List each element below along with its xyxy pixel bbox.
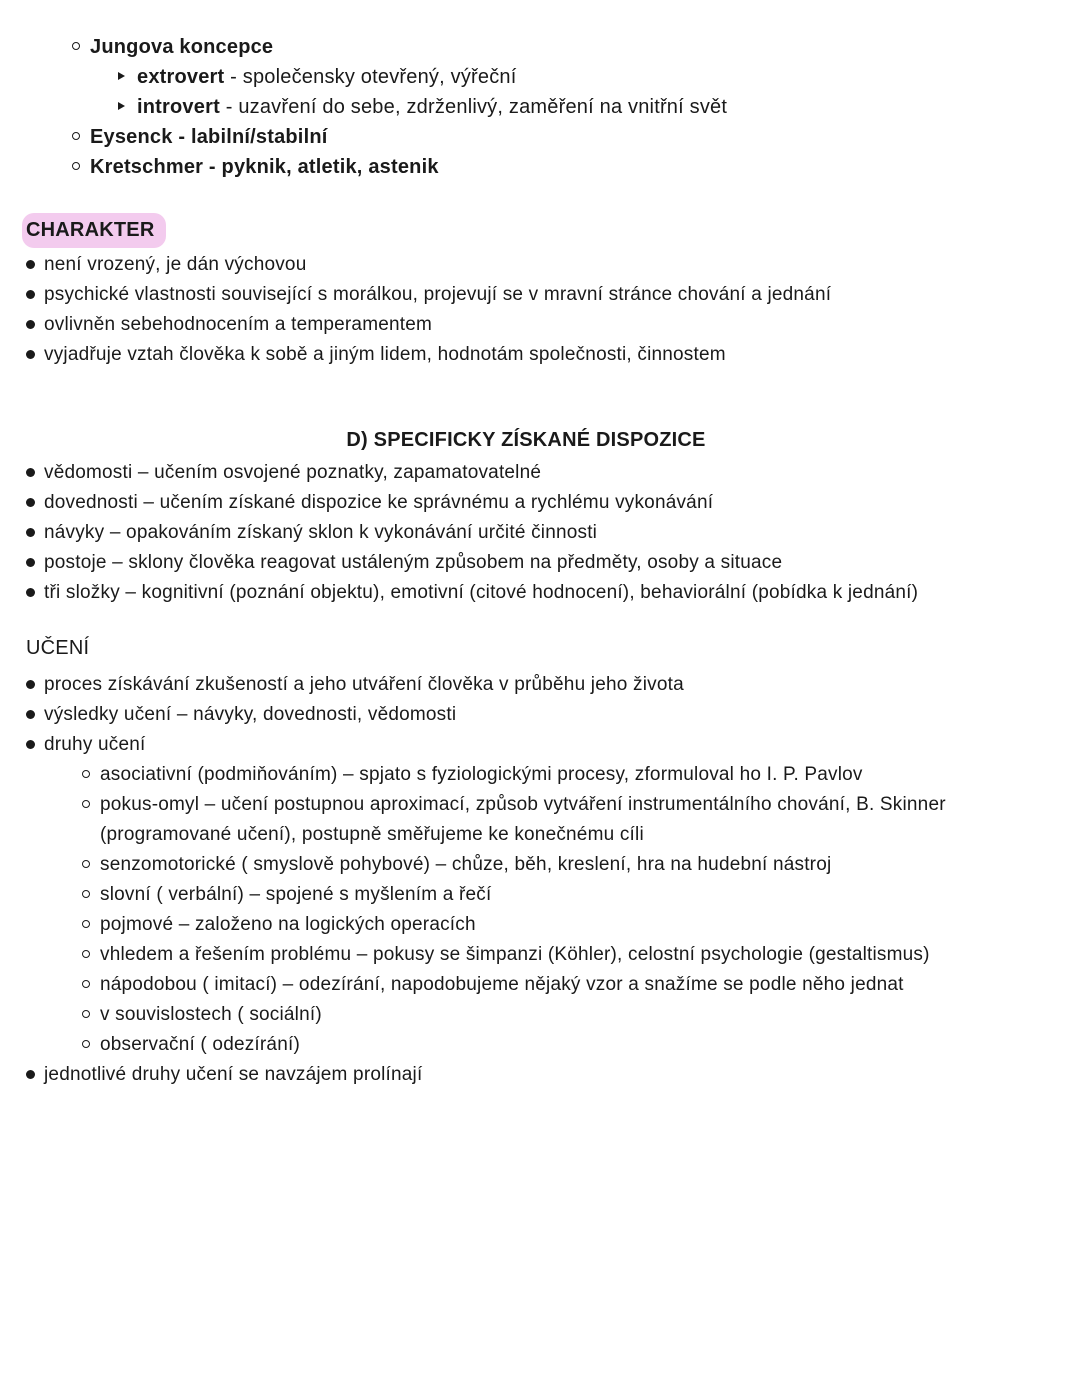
filled-bullet-icon [26, 260, 35, 269]
druhy-uceni-bullet: observační ( odezírání) [100, 1034, 300, 1055]
list-item [82, 790, 1054, 820]
charakter-bullet: není vrozený, je dán výchovou [44, 254, 307, 275]
list-item-continuation [100, 820, 1054, 850]
druhy-uceni-bullet: nápodobou ( imitací) – odezírání, napodobujeme nějaký vzor a snažíme se podle něho jednat [100, 974, 904, 995]
dispozice-section [26, 424, 1026, 608]
kretschmer-label: Kretschmer - pyknik, atletik, astenik [90, 156, 439, 178]
jung-concept-label: Jungova koncepce [90, 36, 274, 58]
list-item [72, 122, 1032, 152]
list-item [26, 1060, 1054, 1090]
dispozice-bullet: vědomosti – učením osvojené poznatky, zapamatovatelné [44, 462, 542, 483]
druhy-uceni-bullet: asociativní (podmiňováním) – spjato s fyziologickými procesy, zformuloval ho I. P. Pavlov [100, 764, 863, 785]
list-item [26, 310, 1054, 340]
list-item [72, 152, 1032, 182]
uceni-bullet: výsledky učení – návyky, dovednosti, vědomosti [44, 704, 457, 725]
list-item [26, 518, 1026, 548]
filled-bullet-icon [26, 320, 35, 329]
filled-bullet-icon [26, 740, 35, 749]
charakter-heading-highlighted: CHARAKTER [22, 213, 166, 248]
open-circle-bullet-icon [82, 950, 90, 958]
list-item [82, 940, 1054, 970]
filled-bullet-icon [26, 558, 35, 567]
introvert-definition [137, 92, 1032, 122]
open-circle-bullet-icon [82, 920, 90, 928]
druhy-uceni-bullet: v souvislostech ( sociální) [100, 1004, 322, 1025]
druhy-uceni-bullet: vhledem a řešením problému – pokusy se šimpanzi (Köhler), celostní psychologie (gestaltismus) [100, 944, 930, 965]
list-item [26, 670, 1054, 700]
open-circle-bullet-icon [82, 980, 90, 988]
list-item [26, 700, 1054, 730]
list-item [26, 548, 1026, 578]
dispozice-bullet: dovednosti – učením získané dispozice ke správnému a rychlému vykonávání [44, 492, 714, 513]
uceni-bullet: proces získávání zkušeností a jeho utváření člověka v průběhu jeho života [44, 674, 684, 695]
list-item [82, 880, 1054, 910]
term-description: - společensky otevřený, výřeční [230, 66, 517, 88]
triangle-bullet-icon [118, 102, 125, 110]
open-circle-bullet-icon [72, 162, 80, 170]
uceni-final-bullet: jednotlivé druhy učení se navzájem prolínají [44, 1064, 423, 1085]
open-circle-bullet-icon [82, 1040, 90, 1048]
charakter-section [26, 213, 1054, 370]
dispozice-bullet: tři složky – kognitivní (poznání objektu), emotivní (citové hodnocení), behaviorální (pobídka k jednání) [44, 582, 919, 603]
temperament-typologies-section [72, 32, 1032, 182]
filled-bullet-icon [26, 680, 35, 689]
druhy-uceni-bullet: pokus-omyl – učení postupnou aproximací, způsob vytváření instrumentálního chování, B. Skinner [100, 794, 946, 815]
filled-bullet-icon [26, 710, 35, 719]
list-item [82, 1000, 1054, 1030]
filled-bullet-icon [26, 290, 35, 299]
dispozice-bullet: návyky – opakováním získaný sklon k vykonávání určité činnosti [44, 522, 598, 543]
dispozice-heading: D) SPECIFICKY ZÍSKANÉ DISPOZICE [346, 429, 706, 451]
list-item [26, 340, 1054, 370]
list-item [26, 250, 1054, 280]
list-item [26, 730, 1054, 760]
filled-bullet-icon [26, 350, 35, 359]
filled-bullet-icon [26, 588, 35, 597]
filled-bullet-icon [26, 528, 35, 537]
open-circle-bullet-icon [72, 132, 80, 140]
charakter-bullet: vyjadřuje vztah člověka k sobě a jiným lidem, hodnotám společnosti, činnostem [44, 344, 726, 365]
list-item [118, 62, 1032, 92]
open-circle-bullet-icon [82, 1010, 90, 1018]
uceni-section [26, 632, 1054, 1090]
druhy-uceni-bullet: slovní ( verbální) – spojené s myšlením a řečí [100, 884, 492, 905]
term-label: extrovert [137, 66, 225, 88]
list-item [82, 910, 1054, 940]
open-circle-bullet-icon [82, 770, 90, 778]
charakter-bullet: psychické vlastnosti související s morálkou, projevují se v mravní stránce chování a jednání [44, 284, 832, 305]
list-item [82, 970, 1054, 1000]
filled-bullet-icon [26, 1070, 35, 1079]
open-circle-bullet-icon [82, 890, 90, 898]
list-item [72, 32, 1032, 62]
section-heading-row [26, 213, 1054, 248]
uceni-heading: UČENÍ [26, 637, 90, 659]
druhy-uceni-bullet: pojmové – založeno na logických operacích [100, 914, 476, 935]
uceni-bullet: druhy učení [44, 734, 146, 755]
charakter-bullet: ovlivněn sebehodnocením a temperamentem [44, 314, 433, 335]
open-circle-bullet-icon [82, 860, 90, 868]
list-item [82, 1030, 1054, 1060]
list-item [26, 578, 1026, 608]
list-item [82, 850, 1054, 880]
term-description: - uzavření do sebe, zdrženlivý, zaměření na vnitřní svět [225, 96, 728, 118]
filled-bullet-icon [26, 498, 35, 507]
open-circle-bullet-icon [72, 42, 80, 50]
filled-bullet-icon [26, 468, 35, 477]
eysenck-label: Eysenck - labilní/stabilní [90, 126, 328, 148]
druhy-uceni-bullet-continuation: (programované učení), postupně směřujeme ke konečnému cíli [100, 824, 644, 845]
triangle-bullet-icon [118, 72, 125, 80]
dispozice-bullet: postoje – sklony člověka reagovat ustáleným způsobem na předměty, osoby a situace [44, 552, 783, 573]
open-circle-bullet-icon [82, 800, 90, 808]
list-item [26, 280, 1054, 310]
list-item [26, 488, 1026, 518]
extrovert-definition [137, 62, 1032, 92]
term-label: introvert [137, 96, 220, 118]
list-item [82, 760, 1054, 790]
list-item [118, 92, 1032, 122]
druhy-uceni-bullet: senzomotorické ( smyslově pohybové) – chůze, běh, kreslení, hra na hudební nástroj [100, 854, 832, 875]
list-item [26, 458, 1026, 488]
